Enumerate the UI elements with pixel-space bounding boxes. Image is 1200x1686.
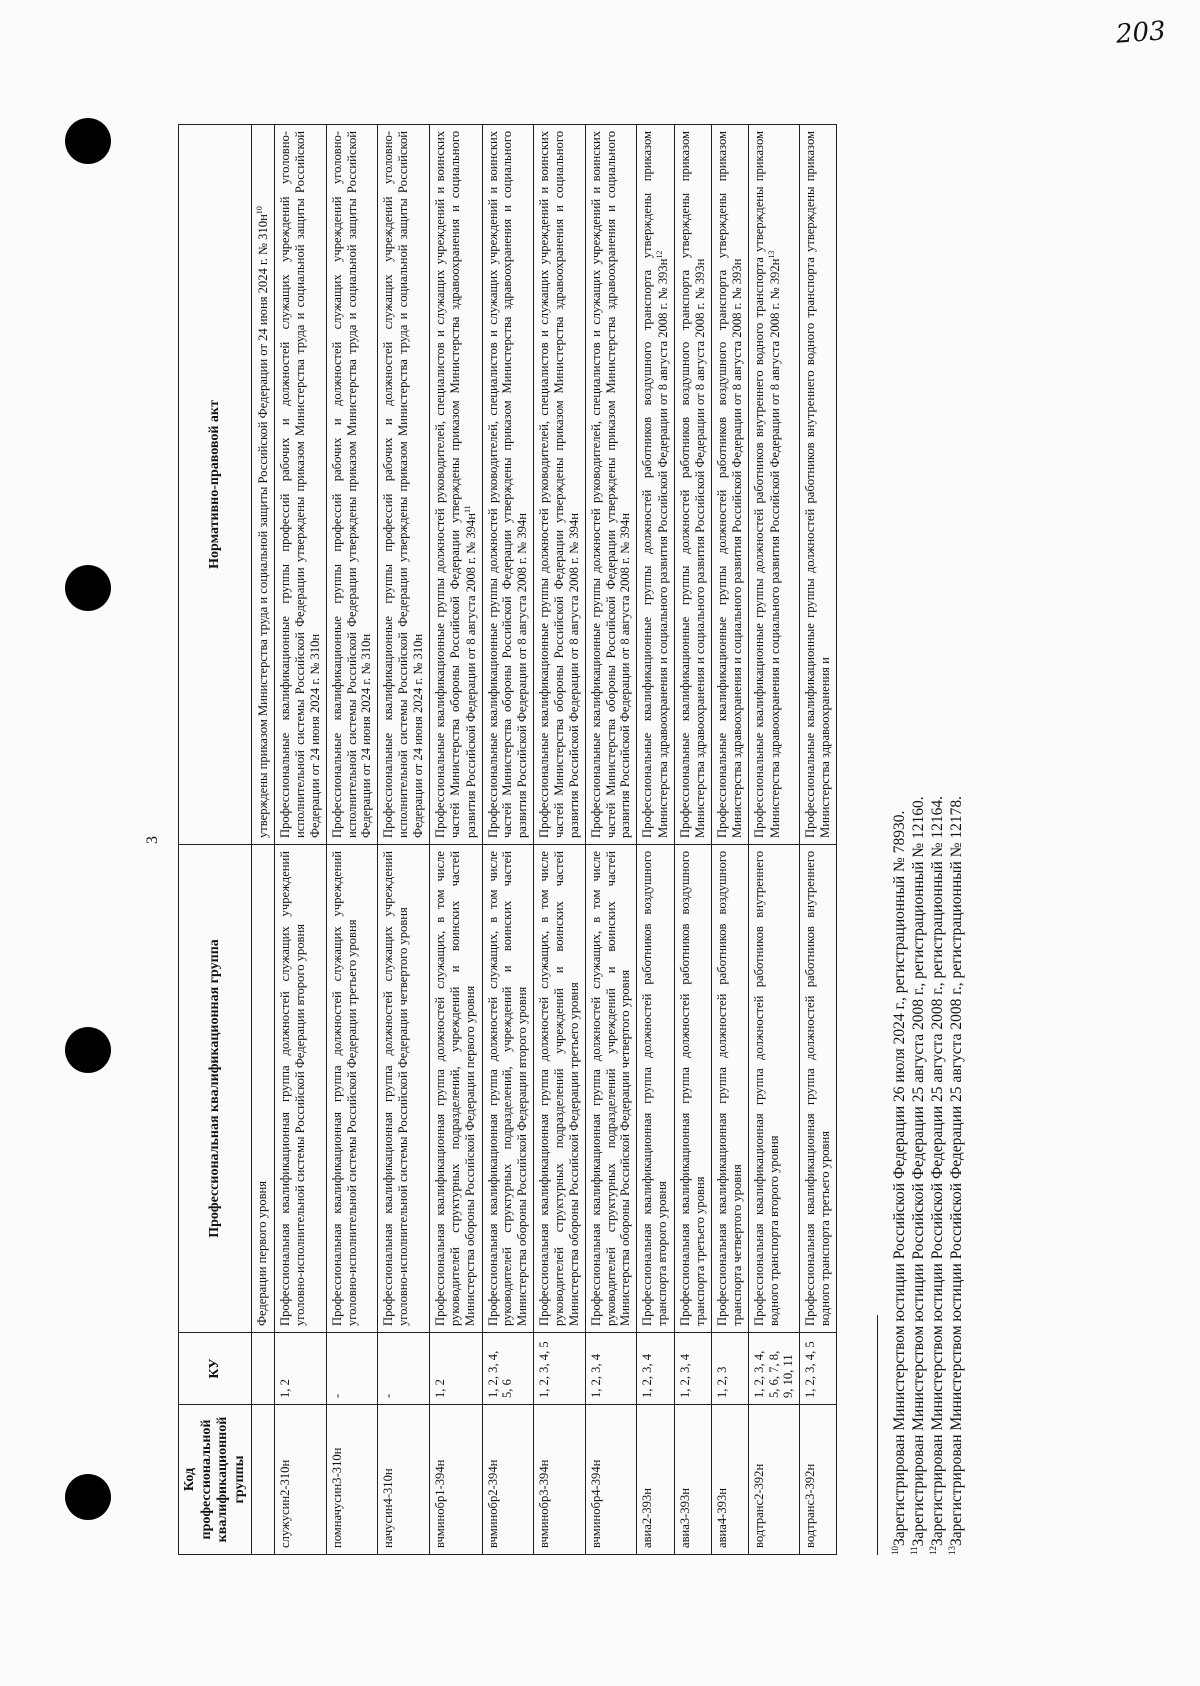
table-row <box>748 125 800 1555</box>
ku-cell: - <box>326 1333 378 1405</box>
act-cell: Профессиональные квалификационные группы должностей работников внутреннего водного транспорта утверждены приказом Министерства здравоохранения и социального развития Российской Федерации от 8 августа 2008 г. № $392н^{13}$ <box>748 125 800 845</box>
footnote-ref: 10 <box>255 206 265 215</box>
footnote-ref: 12 <box>655 250 665 259</box>
group-cell: Профессиональная квалификационная группа должностей работников внутреннего водного транспорта третьего уровня <box>800 845 837 1333</box>
page-number: 3 <box>144 836 161 844</box>
footnote-ref: 13 <box>766 250 776 259</box>
punch-hole <box>65 565 111 611</box>
footnote-number: 10 <box>890 1546 900 1555</box>
code-cell: водтранс3-392н <box>800 1405 837 1555</box>
table-row <box>482 125 534 1555</box>
ku-cell: 1, 2 <box>275 1333 327 1405</box>
table-row <box>637 125 675 1555</box>
act-cell: утверждены приказом Министерства труда и социальной защиты Российской Федерации от 24 июня 2024 г. № $310н^{10}$ <box>252 125 275 845</box>
header-code: Код профессиональной квалификационной группы <box>179 1405 252 1555</box>
footnotes <box>877 125 967 1555</box>
table-header-row <box>179 125 252 1555</box>
table-row <box>800 125 837 1555</box>
table-row <box>675 125 712 1555</box>
act-cell: Профессиональные квалификационные группы должностей работников воздушного транспорта утверждены приказом Министерства здравоохранения и социального развития Российской Федерации от 8 августа 2008 г. № 393н <box>675 125 712 845</box>
footnote-number: 11 <box>909 1546 920 1555</box>
code-cell: вчминобр2-394н <box>482 1405 534 1555</box>
code-cell: служусин2-310н <box>275 1405 327 1555</box>
act-cell: Профессиональные квалификационные группы должностей руководителей, специалистов и служащих учреждений и воинских частей Министерства обороны Российской Федерации утверждены приказом Министерства здравоохранения и социального развития Российской Федерации от 8 августа 2008 г. № 394н <box>534 125 586 845</box>
table-row <box>275 125 327 1555</box>
code-cell: авиа3-393н <box>675 1405 712 1555</box>
ku-cell: 1, 2 <box>429 1333 482 1405</box>
punch-hole <box>65 1474 111 1520</box>
code-cell: авиа4-393н <box>711 1405 748 1555</box>
handwritten-page-number: 203 <box>1115 16 1167 50</box>
code-cell: вчминобр3-394н <box>534 1405 586 1555</box>
rotated-page <box>140 125 1150 1555</box>
ku-cell: 1, 2, 3 <box>711 1333 748 1405</box>
punch-hole <box>65 1027 111 1073</box>
act-cell: Профессиональные квалификационные группы профессий рабочих и должностей служащих учреждений уголовно-исполнительной системы Российской Федерации утверждены приказом Министерства труда и социальной защиты Российской Федерации от 24 июня 2024 г. № 310н <box>378 125 430 845</box>
footnote <box>928 125 947 1555</box>
ku-cell: 1, 2, 3, 4, 5 <box>800 1333 837 1405</box>
footnote-rule <box>877 1315 878 1555</box>
act-cell: Профессиональные квалификационные группы должностей руководителей, специалистов и служащих учреждений и воинских частей Министерства обороны Российской Федерации утверждены приказом Министерства здравоохранения и социального развития Российской Федерации от 8 августа 2008 г. № 394н <box>585 125 637 845</box>
code-cell: вчминобр4-394н <box>585 1405 637 1555</box>
table-row <box>326 125 378 1555</box>
ku-cell: 1, 2, 3, 4 <box>675 1333 712 1405</box>
group-cell: Профессиональная квалификационная группа должностей служащих, в том числе руководителей структурных подразделений, учреждений и воинских частей Министерства обороны Российской Федерации первого уровня <box>429 845 482 1333</box>
header-act: Нормативно-правовой акт <box>179 125 252 845</box>
footnote <box>890 125 909 1555</box>
group-cell: Профессиональная квалификационная группа должностей служащих учреждений уголовно-исполнительной системы Российской Федерации второго уровня <box>275 845 327 1333</box>
footnote <box>909 125 928 1555</box>
act-cell: Профессиональные квалификационные группы должностей работников воздушного транспорта утверждены приказом Министерства здравоохранения и социального развития Российской Федерации от 8 августа 2008 г. № 393н <box>711 125 748 845</box>
table-row <box>534 125 586 1555</box>
group-cell: Профессиональная квалификационная группа должностей служащих, в том числе руководителей структурных подразделений, учреждений и воинских частей Министерства обороны Российской Федерации второго уровня <box>482 845 534 1333</box>
group-cell: Профессиональная квалификационная группа должностей работников воздушного транспорта третьего уровня <box>675 845 712 1333</box>
group-cell: Профессиональная квалификационная группа должностей служащих, в том числе руководителей структурных подразделений учреждений и воинских частей Министерства обороны Российской Федерации четвертого уровня <box>585 845 637 1333</box>
act-cell: Профессиональные квалификационные группы должностей руководителей, специалистов и служащих учреждений и воинских частей Министерства обороны Российской Федерации утверждены приказом Министерства здравоохранения и социального развития Российской Федерации от 8 августа 2008 г. № 394н <box>482 125 534 845</box>
footnote-text: Зарегистрирован Министерством юстиции Российской Федерации 25 августа 2008 г., регистрационный № 12160. <box>910 796 928 1547</box>
ku-cell: - <box>378 1333 430 1405</box>
act-cell: Профессиональные квалификационные группы профессий рабочих и должностей служащих учреждений уголовно-исполнительной системы Российской Федерации утверждены приказом Министерства труда и социальной защиты Российской Федерации от 24 июня 2024 г. № 310н <box>275 125 327 845</box>
code-cell: вчминобр1-394н <box>429 1405 482 1555</box>
group-cell: Профессиональная квалификационная группа должностей работников воздушного транспорта четвертого уровня <box>711 845 748 1333</box>
act-cell: Профессиональные квалификационные группы должностей руководителей, специалистов и служащих учреждений и воинских частей Министерства обороны Российской Федерации утверждены приказом Министерства здравоохранения и социального развития Российской Федерации от 8 августа 2008 г. № $394н^{11}$ <box>429 125 482 845</box>
punch-hole <box>65 118 111 164</box>
table-row <box>585 125 637 1555</box>
group-cell: Профессиональная квалификационная группа должностей служащих учреждений уголовно-исполнительной системы Российской Федерации третьего уровня <box>326 845 378 1333</box>
ku-cell: 1, 2, 3, 4, 5, 6, 7, 8, 9, 10, 11 <box>748 1333 800 1405</box>
table-row <box>429 125 482 1555</box>
code-cell: водтранс2-392н <box>748 1405 800 1555</box>
qualification-groups-table <box>178 124 837 1555</box>
act-cell: Профессиональные квалификационные группы профессий рабочих и должностей служащих учреждений уголовно-исполнительной системы Российской Федерации утверждены приказом Министерства труда и социальной защиты Российской Федерации от 24 июня 2024 г. № 310н <box>326 125 378 845</box>
table-row <box>711 125 748 1555</box>
footnote-number: 13 <box>947 1546 958 1555</box>
ku-cell: 1, 2, 3, 4, 5, 6 <box>482 1333 534 1405</box>
group-cell: Профессиональная квалификационная группа должностей работников воздушного транспорта второго уровня <box>637 845 675 1333</box>
group-cell: Профессиональная квалификационная группа должностей служащих, в том числе руководителей структурных подразделений учреждений и воинских частей Министерства обороны Российской Федерации третьего уровня <box>534 845 586 1333</box>
code-cell: начусин4-310н <box>378 1405 430 1555</box>
group-cell: Профессиональная квалификационная группа должностей работников внутреннего водного транспорта второго уровня <box>748 845 800 1333</box>
footnote-ref: 11 <box>462 505 472 514</box>
footnote-text: Зарегистрирован Министерством юстиции Российской Федерации 25 августа 2008 г., регистрационный № 12178. <box>948 795 966 1546</box>
ku-cell: 1, 2, 3, 4 <box>637 1333 675 1405</box>
code-cell: авиа2-393н <box>637 1405 675 1555</box>
header-group: Профессиональная квалификационная группа <box>179 845 252 1333</box>
group-cell: Профессиональная квалификационная группа должностей служащих учреждений уголовно-исполнительной системы Российской Федерации четвертого уровня <box>378 845 430 1333</box>
act-cell: Профессиональные квалификационные группы должностей работников воздушного транспорта утверждены приказом Министерства здравоохранения и социального развития Российской Федерации от 8 августа 2008 г. № $393н^{12}$ <box>637 125 675 845</box>
footnote-text: Зарегистрирован Министерством юстиции Российской Федерации 26 июля 2024 г., регистрационный № 78930. <box>891 810 909 1546</box>
ku-cell: 1, 2, 3, 4, 5 <box>534 1333 586 1405</box>
table-row <box>252 125 275 1555</box>
footnote-number: 12 <box>928 1546 939 1555</box>
table-row <box>378 125 430 1555</box>
header-ku: КУ <box>179 1333 252 1405</box>
code-cell: помначусин3-310н <box>326 1405 378 1555</box>
group-cell: Федерации первого уровня <box>252 845 275 1333</box>
footnote <box>947 125 966 1555</box>
footnote-text: Зарегистрирован Министерством юстиции Российской Федерации 25 августа 2008 г., регистрационный № 12164. <box>929 795 947 1546</box>
ku-cell: 1, 2, 3, 4 <box>585 1333 637 1405</box>
act-cell: Профессиональные квалификационные группы должностей работников внутреннего водного транспорта утверждены приказом Министерства здравоохранения и <box>800 125 837 845</box>
